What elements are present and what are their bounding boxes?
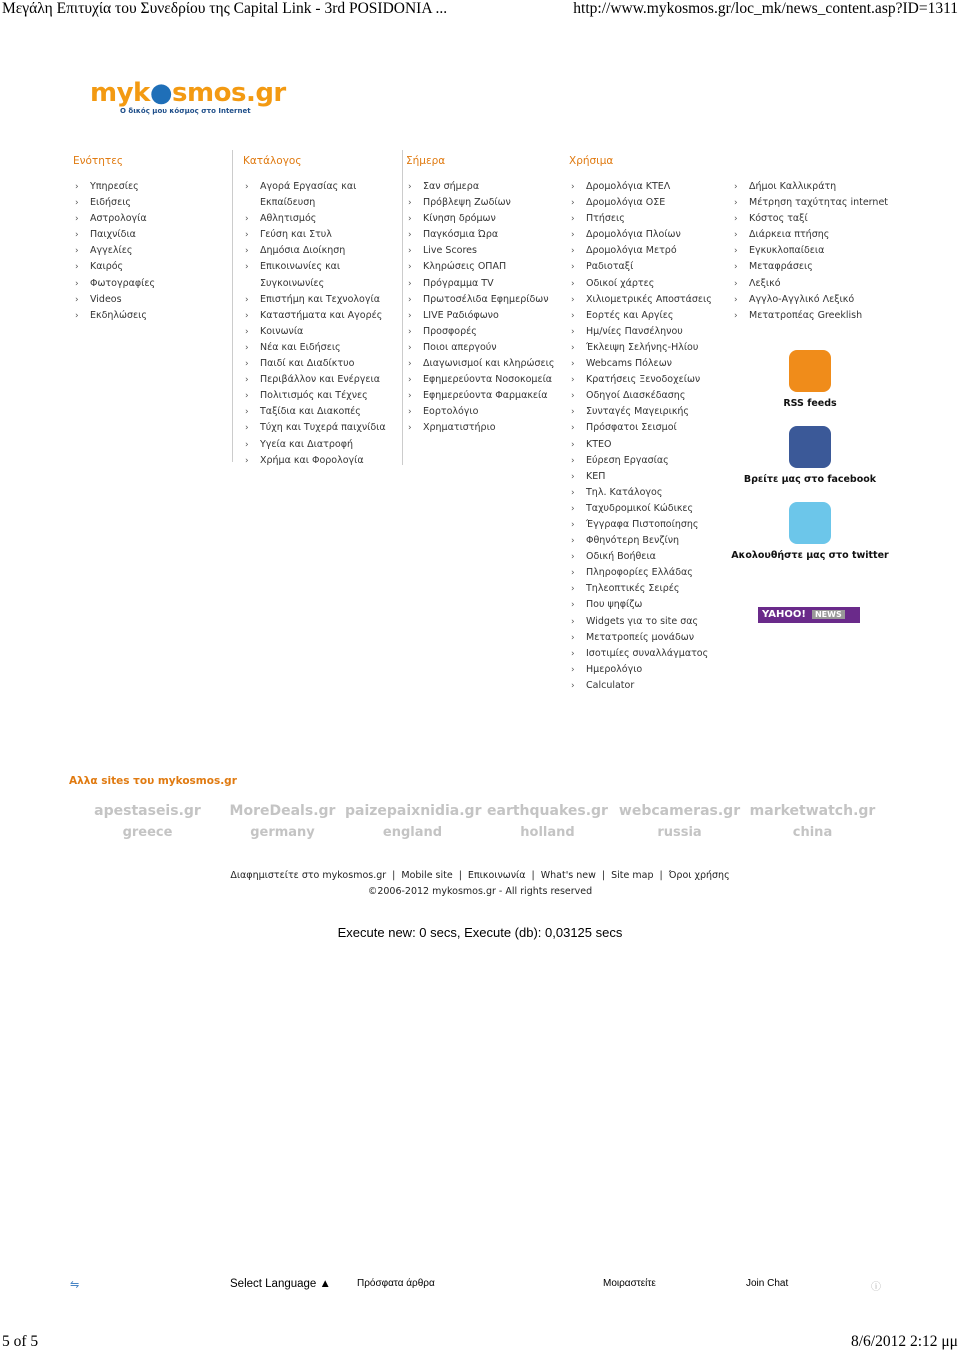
- catalog-item[interactable]: [243, 211, 398, 227]
- today-item[interactable]: › LIVE Ραδιόφωνο: [406, 308, 566, 324]
- useful-item[interactable]: › Ισοτιμίες συναλλάγματος: [569, 646, 729, 662]
- today-item[interactable]: › Σαν σήμερα: [406, 179, 566, 195]
- catalog-item[interactable]: [243, 243, 398, 259]
- useful-item[interactable]: › Πρόσφατοι Σεισμοί: [569, 420, 729, 436]
- logo-slogan: Ο δικός μου κόσμος στο Internet: [120, 107, 251, 115]
- sections-item[interactable]: › Φωτογραφίες: [73, 276, 223, 292]
- column-divider: [232, 150, 233, 462]
- yahoo-news-banner[interactable]: [758, 607, 860, 623]
- other-site-link[interactable]: [612, 803, 747, 840]
- bottom-toolbar: [0, 1278, 960, 1296]
- useful-item[interactable]: › Οδηγοί Διασκέδασης: [569, 388, 729, 404]
- page-number: 5 of 5: [2, 1333, 39, 1350]
- more-item[interactable]: › Μέτρηση ταχύτητας internet: [732, 195, 952, 211]
- sections-item[interactable]: › Καιρός: [73, 259, 223, 275]
- catalog-item[interactable]: [243, 259, 398, 291]
- select-language-button[interactable]: Select Language ▲: [230, 1278, 331, 1290]
- more-column: [732, 155, 952, 324]
- catalog-item-label: › Περιβάλλον και Ενέργεια: [260, 374, 381, 386]
- catalog-item-label: Εκπαίδευση: [260, 197, 316, 209]
- footer-links: [0, 870, 960, 881]
- useful-item[interactable]: › Έκλειψη Σελήνης-Ηλίου: [569, 340, 729, 356]
- today-item[interactable]: › Προσφορές: [406, 324, 566, 340]
- more-item[interactable]: › Μετατροπέας Greeklish: [732, 308, 952, 324]
- catalog-item-label: › Χρήμα και Φορολογία: [260, 454, 364, 466]
- site-logo[interactable]: [90, 78, 286, 116]
- other-site-name: MoreDeals.gr: [229, 803, 336, 819]
- catalog-item[interactable]: [243, 388, 398, 404]
- catalog-item-label: › Καταστήματα και Αγορές: [260, 309, 383, 321]
- useful-item[interactable]: › Εύρεση Εργασίας: [569, 453, 729, 469]
- catalog-column: [243, 155, 398, 469]
- catalog-item[interactable]: [243, 340, 398, 356]
- more-item[interactable]: › Λεξικό: [732, 276, 952, 292]
- twitter-label[interactable]: Ακολουθήστε μας στο twitter: [731, 550, 889, 561]
- catalog-item[interactable]: [243, 324, 398, 340]
- catalog-item-label: › Αθλητισμός: [260, 213, 317, 225]
- recent-articles-button[interactable]: Πρόσφατα άρθρα: [357, 1278, 435, 1289]
- useful-item[interactable]: › Ημ/νίες Πανσέληνου: [569, 324, 729, 340]
- other-site-name: apestaseis.gr: [94, 803, 201, 819]
- more-item[interactable]: › Μεταφράσεις: [732, 259, 952, 275]
- today-item[interactable]: › Εορτολόγιο: [406, 404, 566, 420]
- sections-item[interactable]: › Αστρολογία: [73, 211, 223, 227]
- catalog-item[interactable]: [243, 437, 398, 453]
- sections-item[interactable]: › Videos: [73, 292, 223, 308]
- catalog-item-label: › Επικοινωνίες και: [260, 261, 341, 273]
- footer-link[interactable]: What's new: [540, 870, 596, 881]
- useful-item[interactable]: › Δρομολόγια ΚΤΕΛ: [569, 179, 729, 195]
- sections-item[interactable]: › Αγγελίες: [73, 243, 223, 259]
- useful-item[interactable]: › Calculator: [569, 678, 729, 694]
- other-site-name: marketwatch.gr: [749, 803, 876, 819]
- other-site-link[interactable]: [480, 803, 615, 840]
- footer-link[interactable]: Mobile site: [401, 870, 453, 881]
- facebook-block[interactable]: [730, 426, 890, 485]
- useful-item[interactable]: › Ραδιοταξί: [569, 259, 729, 275]
- useful-item[interactable]: › Κρατήσεις Ξενοδοχείων: [569, 372, 729, 388]
- useful-item[interactable]: › Τηλ. Κατάλογος: [569, 485, 729, 501]
- useful-item[interactable]: › Δρομολόγια Μετρό: [569, 243, 729, 259]
- catalog-item[interactable]: [243, 453, 398, 469]
- today-item[interactable]: › Παγκόσμια Ώρα: [406, 227, 566, 243]
- catalog-item[interactable]: [243, 179, 398, 211]
- yahoo-news-text: NEWS: [812, 610, 845, 619]
- catalog-item-label: › Πολιτισμός και Τέχνες: [260, 390, 368, 402]
- useful-column: [569, 155, 729, 694]
- useful-item[interactable]: › Πληροφορίες Ελλάδας: [569, 565, 729, 581]
- other-site-country: russia: [657, 825, 702, 840]
- useful-item[interactable]: › Webcams Πόλεων: [569, 356, 729, 372]
- more-item[interactable]: › Εγκυκλοπαίδεια: [732, 243, 952, 259]
- today-item[interactable]: › Κληρώσεις ΟΠΑΠ: [406, 259, 566, 275]
- footer-link[interactable]: Όροι χρήσης: [668, 870, 730, 881]
- other-site-name: earthquakes.gr: [487, 803, 608, 819]
- rss-icon[interactable]: [789, 350, 831, 392]
- other-site-country: holland: [520, 825, 575, 840]
- globe-icon: ●: [149, 78, 173, 108]
- catalog-item[interactable]: [243, 356, 398, 372]
- other-site-name: webcameras.gr: [618, 803, 741, 819]
- catalog-item-label: › Παιδί και Διαδίκτυο: [260, 358, 355, 370]
- footer-link[interactable]: Site map: [611, 870, 654, 881]
- useful-item[interactable]: › Ταχυδρομικοί Κώδικες: [569, 501, 729, 517]
- today-item[interactable]: › Πρωτοσέλιδα Εφημερίδων: [406, 292, 566, 308]
- sections-title: Ενότητες: [73, 155, 124, 167]
- catalog-item[interactable]: [243, 404, 398, 420]
- sections-item[interactable]: › Εκδηλώσεις: [73, 308, 223, 324]
- today-item[interactable]: › Διαγωνισμοί και κληρώσεις: [406, 356, 566, 372]
- catalog-item-label: › Δημόσια Διοίκηση: [260, 245, 346, 257]
- useful-item[interactable]: › Συνταγές Μαγειρικής: [569, 404, 729, 420]
- today-item[interactable]: › Κίνηση δρόμων: [406, 211, 566, 227]
- more-item[interactable]: › Διάρκεια πτήσης: [732, 227, 952, 243]
- other-site-country: germany: [250, 825, 315, 840]
- catalog-item[interactable]: [243, 227, 398, 243]
- useful-item[interactable]: › ΚΤΕΟ: [569, 437, 729, 453]
- useful-item[interactable]: › Τηλεοπτικές Σειρές: [569, 581, 729, 597]
- logo-text-3: .gr: [245, 78, 286, 108]
- other-site-country: greece: [122, 825, 173, 840]
- more-item[interactable]: › Δήμοι Καλλικράτη: [732, 179, 952, 195]
- footer-link[interactable]: Διαφημιστείτε στο mykosmos.gr: [230, 870, 387, 881]
- info-icon[interactable]: ⓘ: [871, 1282, 881, 1293]
- column-divider: [402, 150, 403, 465]
- useful-item[interactable]: › Ημερολόγιο: [569, 662, 729, 678]
- other-site-link[interactable]: [745, 803, 880, 840]
- footer-link[interactable]: Επικοινωνία: [467, 870, 526, 881]
- useful-item[interactable]: › Φθηνότερη Βενζίνη: [569, 533, 729, 549]
- catalog-item-label: › Επιστήμη και Τεχνολογία: [260, 293, 380, 305]
- sections-item[interactable]: › Υπηρεσίες: [73, 179, 223, 195]
- join-chat-button[interactable]: Join Chat: [746, 1278, 789, 1289]
- today-item[interactable]: › Ποιοι απεργούν: [406, 340, 566, 356]
- more-title-spacer: [732, 155, 952, 169]
- more-list: [732, 179, 952, 324]
- useful-item[interactable]: › Οδική Βοήθεια: [569, 549, 729, 565]
- other-site-country: china: [792, 825, 833, 840]
- catalog-list: [243, 179, 398, 469]
- share-button[interactable]: Μοιραστείτε: [603, 1278, 656, 1289]
- sections-list: [73, 179, 223, 324]
- more-item[interactable]: › Αγγλο-Αγγλικό Λεξικό: [732, 292, 952, 308]
- other-site-link[interactable]: [80, 803, 215, 840]
- logo-text-2: smos: [172, 78, 246, 108]
- toolbar-logo-icon[interactable]: ⇋: [70, 1279, 80, 1291]
- sections-item[interactable]: › Ειδήσεις: [73, 195, 223, 211]
- today-title: Σήμερα: [406, 155, 446, 167]
- sections-item[interactable]: › Παιχνίδια: [73, 227, 223, 243]
- useful-item[interactable]: › Δρομολόγια Πλοίων: [569, 227, 729, 243]
- footer-separator: |: [531, 870, 535, 881]
- yahoo-text: YAHOO!: [762, 609, 806, 620]
- facebook-label[interactable]: Βρείτε μας στο facebook: [743, 474, 877, 485]
- today-item[interactable]: › Live Scores: [406, 243, 566, 259]
- today-item[interactable]: › Εφημερεύοντα Νοσοκομεία: [406, 372, 566, 388]
- catalog-item-label: › Υγεία και Διατροφή: [260, 438, 353, 450]
- catalog-item-label: › Ταξίδια και Διακοπές: [260, 406, 361, 418]
- rss-block[interactable]: [730, 350, 890, 409]
- useful-item[interactable]: › Χιλιομετρικές Αποστάσεις: [569, 292, 729, 308]
- footer-separator: |: [601, 870, 606, 881]
- useful-item[interactable]: › Που ψηφίζω: [569, 597, 729, 613]
- useful-item[interactable]: › Οδικοί χάρτες: [569, 276, 729, 292]
- footer-separator: |: [659, 870, 663, 881]
- footer-separator: |: [458, 870, 462, 881]
- logo-text-1: myk: [90, 78, 150, 108]
- page-url: http://www.mykosmos.gr/loc_mk/news_content.asp?ID=1311: [573, 0, 958, 17]
- today-item[interactable]: › Εφημερεύοντα Φαρμακεία: [406, 388, 566, 404]
- twitter-block[interactable]: [730, 502, 890, 561]
- footer-separator: |: [392, 870, 396, 881]
- catalog-item[interactable]: [243, 308, 398, 324]
- useful-item[interactable]: › Έγγραφα Πιστοποίησης: [569, 517, 729, 533]
- useful-item[interactable]: › ΚΕΠ: [569, 469, 729, 485]
- useful-list: [569, 179, 729, 694]
- catalog-item-label: › Νέα και Ειδήσεις: [260, 341, 341, 353]
- page-title: Μεγάλη Επιτυχία του Συνεδρίου της Capital Link - 3rd POSIDONIA ...: [2, 0, 448, 17]
- catalog-item-label: › Τύχη και Τυχερά παιχνίδια: [260, 422, 386, 434]
- twitter-icon[interactable]: [789, 502, 831, 544]
- today-column: [406, 155, 566, 437]
- today-list: [406, 179, 566, 437]
- catalog-item-label: › Κοινωνία: [260, 325, 304, 337]
- copyright: ©2006-2012 mykosmos.gr - All rights reserved: [367, 886, 593, 897]
- print-datetime: 8/6/2012 2:12 μμ: [850, 1333, 958, 1350]
- execution-time: Execute new: 0 secs, Execute (db): 0,03125 secs: [337, 925, 623, 940]
- more-item[interactable]: › Κόστος ταξί: [732, 211, 952, 227]
- print-footer: [0, 1333, 960, 1355]
- catalog-item[interactable]: [243, 292, 398, 308]
- today-item[interactable]: › Πρόβλεψη Ζωδίων: [406, 195, 566, 211]
- catalog-item[interactable]: [243, 420, 398, 436]
- other-site-link[interactable]: [345, 803, 480, 840]
- today-item[interactable]: › Χρηματιστήριο: [406, 420, 566, 436]
- useful-item[interactable]: › Μετατροπείς μονάδων: [569, 630, 729, 646]
- catalog-item-label: Συγκοινωνίες: [260, 277, 325, 289]
- useful-item[interactable]: › Δρομολόγια ΟΣΕ: [569, 195, 729, 211]
- today-item[interactable]: › Πρόγραμμα TV: [406, 276, 566, 292]
- useful-title: Χρήσιμα: [569, 155, 614, 167]
- useful-item[interactable]: › Πτήσεις: [569, 211, 729, 227]
- catalog-item[interactable]: [243, 372, 398, 388]
- useful-item[interactable]: › Widgets για το site σας: [569, 614, 729, 630]
- sections-column: [73, 155, 223, 324]
- facebook-icon[interactable]: [789, 426, 831, 468]
- other-sites-title: Αλλα sites του mykosmos.gr: [69, 775, 237, 787]
- print-header: [0, 0, 960, 20]
- catalog-item-label: › Γεύση και Στυλ: [260, 229, 332, 241]
- useful-item[interactable]: › Εορτές και Αργίες: [569, 308, 729, 324]
- catalog-title: Κατάλογος: [243, 155, 302, 167]
- other-site-name: paizepaixnidia.gr: [345, 803, 482, 819]
- catalog-item-label: › Αγορά Εργασίας και: [260, 181, 357, 192]
- rss-label[interactable]: RSS feeds: [783, 398, 837, 409]
- other-site-link[interactable]: [215, 803, 350, 840]
- other-site-country: england: [382, 825, 443, 840]
